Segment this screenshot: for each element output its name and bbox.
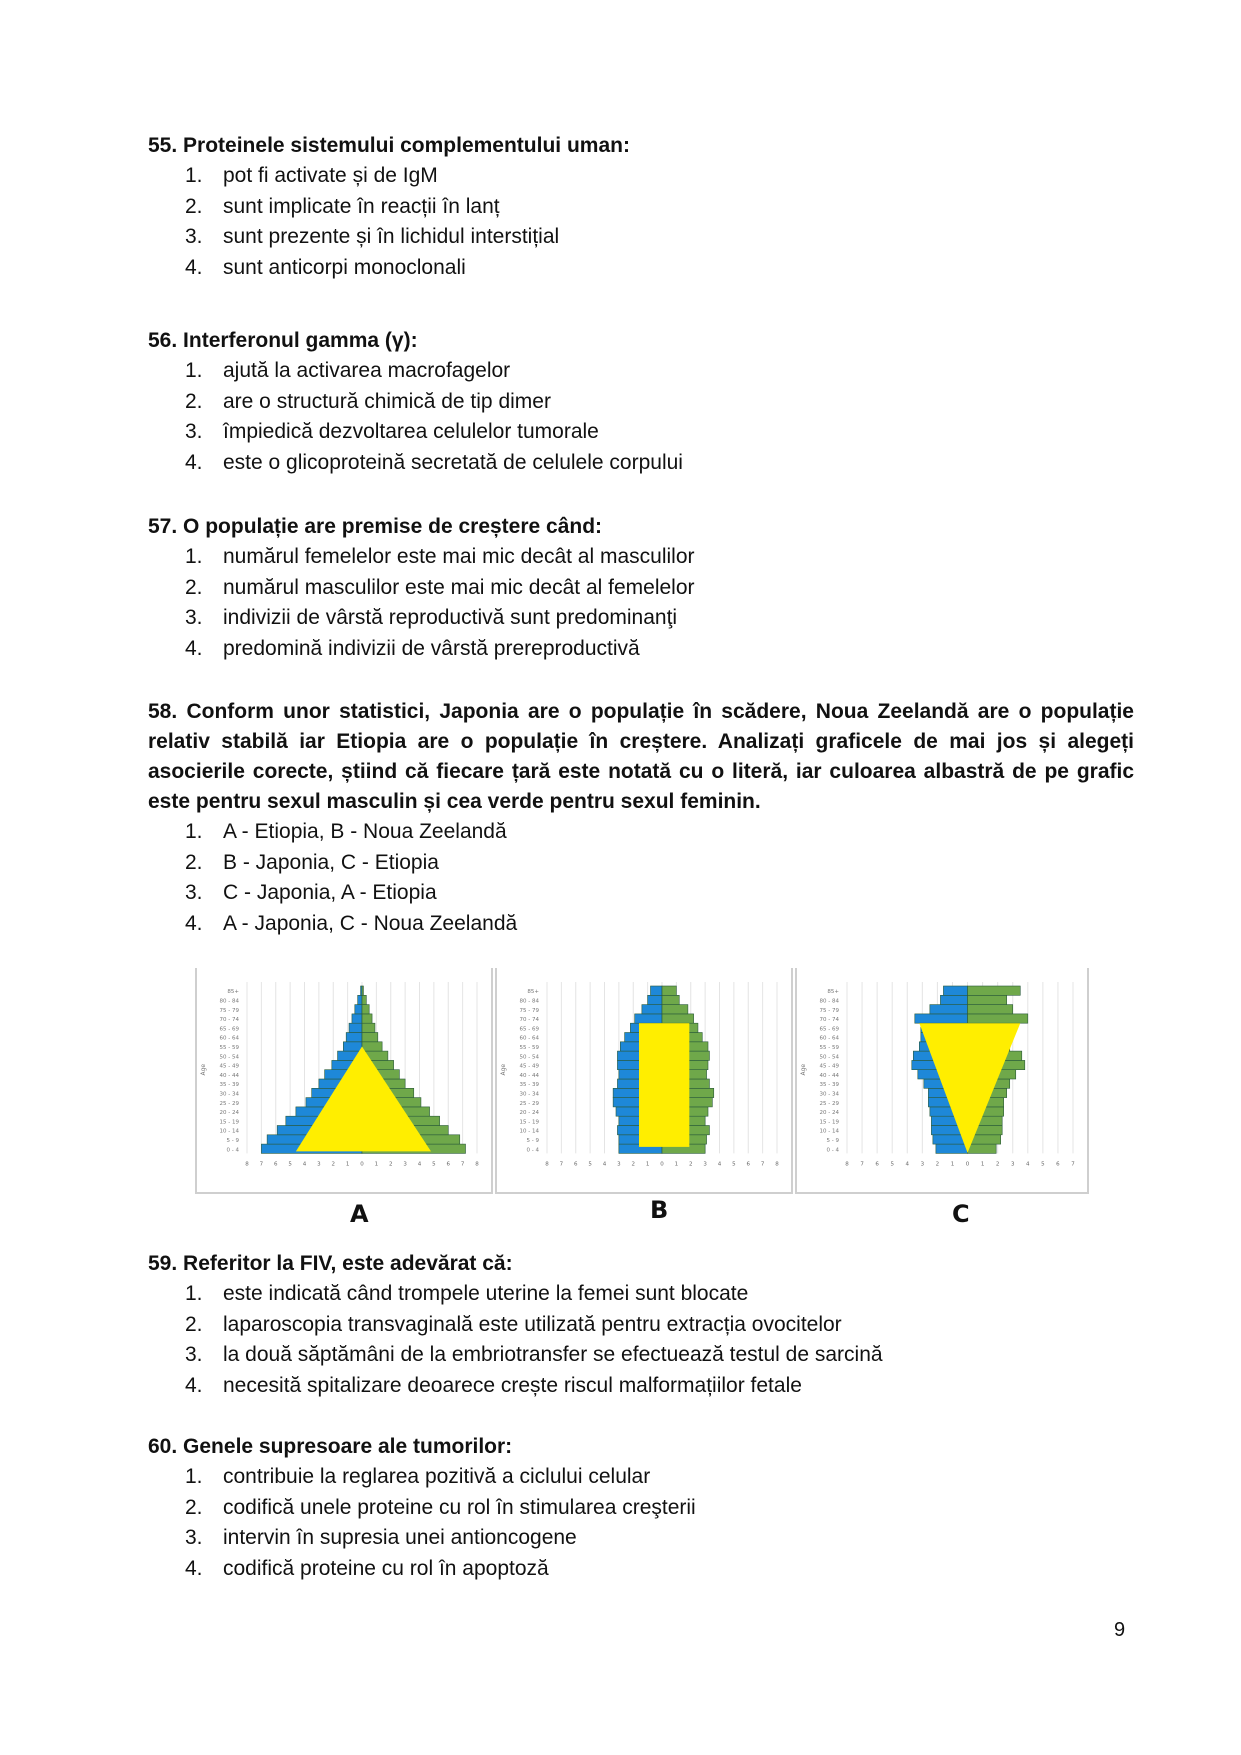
svg-text:15 - 19: 15 - 19 <box>519 1119 539 1126</box>
svg-text:80 - 84: 80 - 84 <box>219 998 239 1005</box>
svg-text:4: 4 <box>417 1161 422 1168</box>
option-item: 2. are o structură chimică de tip dimer <box>185 389 551 413</box>
svg-text:70 - 74: 70 - 74 <box>819 1017 839 1024</box>
svg-text:40 - 44: 40 - 44 <box>819 1072 839 1079</box>
svg-text:50 - 54: 50 - 54 <box>819 1054 839 1061</box>
svg-text:5 - 9: 5 - 9 <box>226 1137 239 1144</box>
svg-text:15 - 19: 15 - 19 <box>219 1119 239 1126</box>
svg-text:65 - 69: 65 - 69 <box>519 1026 539 1033</box>
svg-text:45 - 49: 45 - 49 <box>819 1063 839 1070</box>
svg-text:2: 2 <box>995 1161 1000 1168</box>
chart-label-c: C <box>952 1200 970 1228</box>
svg-text:2: 2 <box>331 1161 335 1168</box>
svg-text:20 - 24: 20 - 24 <box>519 1110 539 1117</box>
option-item: 1. pot fi activate și de IgM <box>185 164 438 187</box>
svg-text:40 - 44: 40 - 44 <box>519 1072 539 1079</box>
svg-text:75 - 79: 75 - 79 <box>219 1007 239 1014</box>
svg-text:8: 8 <box>775 1161 779 1168</box>
option-item: 2. sunt implicate în reacții în lanț <box>185 194 500 218</box>
option-item: 4. este o glicoproteină secretată de celulele corpului <box>185 450 683 474</box>
question-title: 58. Conform unor statistici, Japonia are o populație în scădere, Noua Zeelandă are o populație relativ stabilă iar Etiopia are o populație în creștere. Analizați graficele de mai jos și alegeți asocierile corecte, știind că fiecare țară este notată cu o literă, iar culoarea albastră de pe grafic este pentru sexul masculin și cea verde pentru sexul feminin. <box>148 700 1134 813</box>
page-number: 9 <box>1114 1619 1126 1641</box>
question-title: 55. Proteinele sistemului complementului uman: <box>148 134 630 157</box>
svg-text:Age: Age <box>800 1063 807 1076</box>
svg-text:4: 4 <box>717 1161 722 1168</box>
option-list <box>148 356 1134 478</box>
question-59 <box>148 1249 1134 1401</box>
svg-text:45 - 49: 45 - 49 <box>519 1063 539 1070</box>
pyramid-chart-a <box>195 968 493 1194</box>
svg-text:5 - 9: 5 - 9 <box>826 1137 839 1144</box>
svg-text:60 - 64: 60 - 64 <box>819 1035 839 1042</box>
svg-text:6: 6 <box>875 1161 879 1168</box>
option-list <box>148 817 1134 939</box>
option-item: 3. C - Japonia, A - Etiopia <box>185 881 437 904</box>
svg-text:2: 2 <box>389 1161 393 1168</box>
svg-text:4: 4 <box>1026 1161 1030 1168</box>
svg-text:85+: 85+ <box>527 989 539 996</box>
svg-text:1: 1 <box>374 1161 379 1168</box>
chart-label-a: A <box>350 1200 369 1228</box>
svg-text:7: 7 <box>460 1161 465 1168</box>
svg-text:7: 7 <box>760 1161 765 1168</box>
question-57 <box>148 512 1134 664</box>
option-item: 3. împiedică dezvoltarea celulelor tumorale <box>185 420 599 443</box>
svg-text:35 - 39: 35 - 39 <box>219 1082 239 1089</box>
svg-text:20 - 24: 20 - 24 <box>219 1110 239 1117</box>
svg-text:Age: Age <box>200 1063 207 1076</box>
svg-text:0: 0 <box>360 1161 364 1168</box>
svg-text:0: 0 <box>660 1161 664 1168</box>
svg-text:8: 8 <box>845 1161 849 1168</box>
option-item: 2. B - Japonia, C - Etiopia <box>185 850 439 874</box>
svg-text:5: 5 <box>1041 1161 1045 1168</box>
pyramid-c-plot <box>797 968 1087 1192</box>
svg-text:10 - 14: 10 - 14 <box>219 1128 239 1135</box>
option-item: 3. sunt prezente și în lichidul interstițial <box>185 225 560 248</box>
svg-text:1: 1 <box>950 1161 955 1168</box>
svg-text:60 - 64: 60 - 64 <box>519 1035 539 1042</box>
svg-text:10 - 14: 10 - 14 <box>519 1128 539 1135</box>
population-pyramids-figure <box>195 968 1085 1228</box>
svg-text:3: 3 <box>1010 1161 1015 1168</box>
option-item: 4. A - Japonia, C - Noua Zeelandă <box>185 911 518 935</box>
svg-text:85+: 85+ <box>227 989 239 996</box>
option-item: 3. intervin în supresia unei antioncogene <box>185 1526 577 1549</box>
svg-text:80 - 84: 80 - 84 <box>819 998 839 1005</box>
svg-text:75 - 79: 75 - 79 <box>819 1007 839 1014</box>
svg-text:50 - 54: 50 - 54 <box>519 1054 539 1061</box>
svg-text:1: 1 <box>674 1161 679 1168</box>
svg-text:25 - 29: 25 - 29 <box>219 1100 239 1107</box>
svg-text:1: 1 <box>980 1161 985 1168</box>
svg-text:6: 6 <box>1056 1161 1060 1168</box>
svg-text:7: 7 <box>259 1161 264 1168</box>
svg-text:15 - 19: 15 - 19 <box>819 1119 839 1126</box>
pyramid-chart-b <box>495 968 793 1194</box>
svg-text:35 - 39: 35 - 39 <box>819 1082 839 1089</box>
svg-text:5: 5 <box>732 1161 736 1168</box>
pyramid-b-plot <box>497 968 791 1192</box>
svg-text:1: 1 <box>645 1161 650 1168</box>
svg-text:45 - 49: 45 - 49 <box>219 1063 239 1070</box>
svg-text:7: 7 <box>1071 1161 1075 1168</box>
svg-text:30 - 34: 30 - 34 <box>819 1091 839 1098</box>
svg-text:5: 5 <box>588 1161 592 1168</box>
svg-text:75 - 79: 75 - 79 <box>519 1007 539 1014</box>
svg-text:3: 3 <box>403 1161 407 1168</box>
svg-text:80 - 84: 80 - 84 <box>519 998 539 1005</box>
svg-text:55 - 59: 55 - 59 <box>219 1044 239 1051</box>
question-title: 56. Interferonul gamma (γ): <box>148 329 418 352</box>
question-55 <box>148 131 1134 283</box>
svg-text:8: 8 <box>475 1161 479 1168</box>
svg-text:0: 0 <box>965 1161 970 1168</box>
svg-text:3: 3 <box>617 1161 621 1168</box>
pyramid-a-plot <box>197 968 491 1192</box>
option-list <box>148 542 1134 664</box>
svg-text:3: 3 <box>317 1161 321 1168</box>
svg-text:0 - 4: 0 - 4 <box>226 1147 239 1154</box>
option-list <box>148 161 1134 283</box>
option-item: 4. sunt anticorpi monoclonali <box>185 255 466 279</box>
question-60 <box>148 1432 1134 1584</box>
pyramid-chart-c <box>795 968 1089 1194</box>
svg-text:5: 5 <box>288 1161 292 1168</box>
option-item: 3. indivizii de vârstă reproductivă sunt predominanţi <box>185 606 678 629</box>
option-item: 1. ajută la activarea macrofagelor <box>185 359 511 382</box>
svg-text:25 - 29: 25 - 29 <box>819 1100 839 1107</box>
option-item: 2. codifică unele proteine cu rol în stimularea creşterii <box>185 1495 696 1519</box>
svg-text:8: 8 <box>545 1161 549 1168</box>
question-title: 57. O populație are premise de creștere când: <box>148 515 603 538</box>
option-item: 4. codifică proteine cu rol în apoptoză <box>185 1556 549 1580</box>
svg-text:10 - 14: 10 - 14 <box>819 1128 839 1135</box>
svg-text:7: 7 <box>559 1161 564 1168</box>
option-item: 3. la două săptămâni de la embriotransfer se efectuează testul de sarcină <box>185 1343 883 1366</box>
svg-text:2: 2 <box>689 1161 693 1168</box>
svg-text:3: 3 <box>703 1161 707 1168</box>
svg-text:5 - 9: 5 - 9 <box>526 1137 539 1144</box>
svg-text:2: 2 <box>631 1161 635 1168</box>
svg-text:Age: Age <box>500 1063 507 1076</box>
option-item: 1. A - Etiopia, B - Noua Zeelandă <box>185 820 507 843</box>
option-item: 2. laparoscopia transvaginală este utilizată pentru extracția ovocitelor <box>185 1312 842 1336</box>
svg-text:5: 5 <box>432 1161 436 1168</box>
svg-text:65 - 69: 65 - 69 <box>219 1026 239 1033</box>
svg-text:3: 3 <box>920 1161 925 1168</box>
option-item: 1. numărul femelelor este mai mic decât al masculilor <box>185 545 695 568</box>
svg-text:0 - 4: 0 - 4 <box>526 1147 539 1154</box>
svg-text:6: 6 <box>574 1161 578 1168</box>
svg-text:2: 2 <box>935 1161 940 1168</box>
svg-text:50 - 54: 50 - 54 <box>219 1054 239 1061</box>
svg-text:30 - 34: 30 - 34 <box>219 1091 239 1098</box>
question-58 <box>148 697 1134 939</box>
option-item: 1. este indicată când trompele uterine la femei sunt blocate <box>185 1282 749 1305</box>
svg-text:4: 4 <box>905 1161 910 1168</box>
option-list <box>148 1279 1134 1401</box>
option-item: 2. numărul masculilor este mai mic decât al femelelor <box>185 575 695 599</box>
svg-text:8: 8 <box>245 1161 249 1168</box>
svg-text:60 - 64: 60 - 64 <box>219 1035 239 1042</box>
svg-text:6: 6 <box>446 1161 450 1168</box>
question-56 <box>148 326 1134 478</box>
svg-text:4: 4 <box>602 1161 607 1168</box>
svg-text:7: 7 <box>860 1161 864 1168</box>
svg-text:0 - 4: 0 - 4 <box>826 1147 839 1154</box>
svg-text:70 - 74: 70 - 74 <box>519 1017 539 1024</box>
svg-text:55 - 59: 55 - 59 <box>519 1044 539 1051</box>
svg-text:65 - 69: 65 - 69 <box>819 1026 839 1033</box>
svg-text:35 - 39: 35 - 39 <box>519 1082 539 1089</box>
option-item: 4. predomină indivizii de vârstă prereproductivă <box>185 636 640 660</box>
question-title: 59. Referitor la FIV, este adevărat că: <box>148 1252 513 1275</box>
question-title: 60. Genele supresoare ale tumorilor: <box>148 1435 513 1458</box>
svg-text:30 - 34: 30 - 34 <box>519 1091 539 1098</box>
option-item: 1. contribuie la reglarea pozitivă a ciclului celular <box>185 1465 651 1488</box>
svg-text:1: 1 <box>345 1161 350 1168</box>
svg-text:70 - 74: 70 - 74 <box>219 1017 239 1024</box>
svg-text:55 - 59: 55 - 59 <box>819 1044 839 1051</box>
svg-text:20 - 24: 20 - 24 <box>819 1110 839 1117</box>
svg-text:4: 4 <box>302 1161 307 1168</box>
svg-text:85+: 85+ <box>827 989 839 996</box>
svg-text:5: 5 <box>890 1161 894 1168</box>
option-list <box>148 1462 1134 1584</box>
option-item: 4. necesită spitalizare deoarece crește riscul malformațiilor fetale <box>185 1373 802 1397</box>
chart-label-b: B <box>650 1196 669 1224</box>
svg-text:25 - 29: 25 - 29 <box>519 1100 539 1107</box>
svg-text:40 - 44: 40 - 44 <box>219 1072 239 1079</box>
svg-text:6: 6 <box>274 1161 278 1168</box>
svg-text:6: 6 <box>746 1161 750 1168</box>
